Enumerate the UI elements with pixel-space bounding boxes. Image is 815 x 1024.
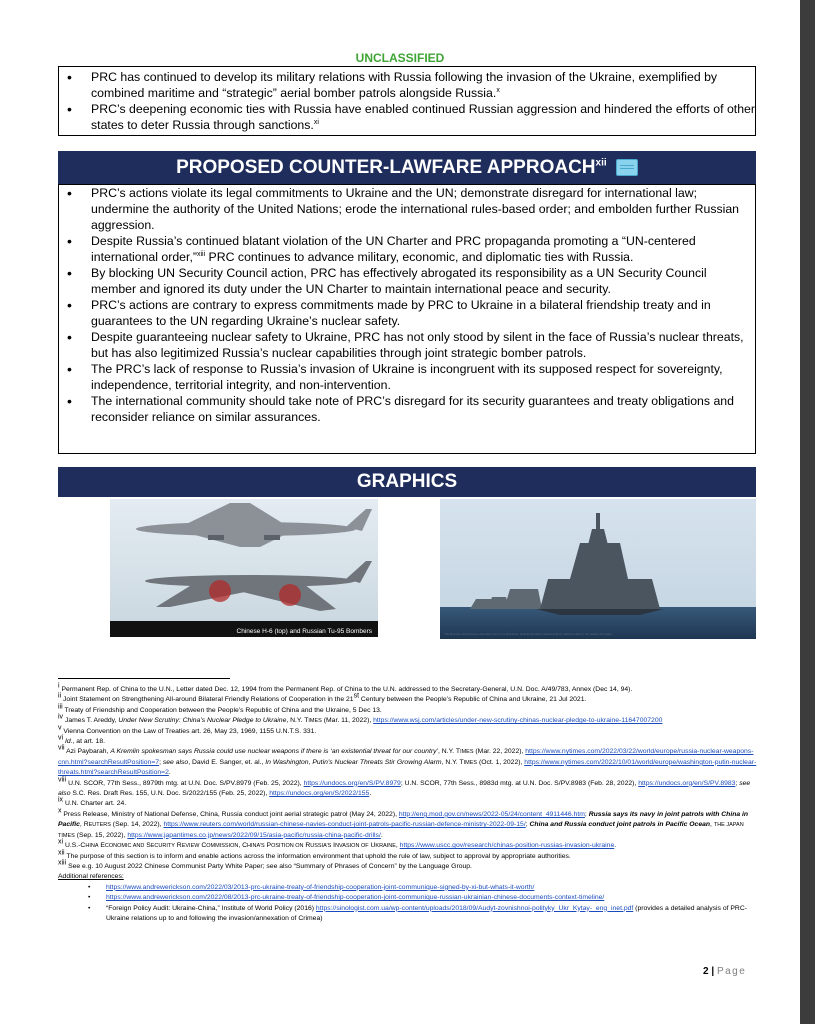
footnote: $^i$ Permanent Rep. of China to the U.N., Letter dated Dec. 12, 1994 from the Permanent Rep. of China to the U.N. addressed to the Secretary-General, U.N. Doc. A/49/783, Annex (Dec 14, 94). — [58, 682, 633, 693]
footnote: $^x$ Press Release, Ministry of National Defense, China, Russia conduct joint aerial strategic patrol (May 24, 2022), http://eng.mod.gov.cn/news/2022-05/24/content_4911446.htm; Russia says its navy in joint patrols with China in Pacific, REUTERS (Sep. 14, 2022), https://www.reuters.com/world/russian-chinese-navies-conduct-joint-patrols-pacific-russian-defence-ministry-2022-09-15/; China and Russia conduct joint patrols in Pacific Ocean, THE JAPAN TIMES (Sep. 15, 2022), https://www.japantimes.co.jp/news/2022/09/15/asia-pacific/russia-china-pacific-drills/. — [58, 807, 749, 839]
footnote: $^{xi}$ U.S.-CHINA ECONOMIC AND SECURITY REVIEW COMMISSION, CHINA’S POSITION ON RUSSIA’S INVASION OF UKRAINE, https://www.uscc.gov/research/chinas-position-russias-invasion-ukraine. — [58, 838, 617, 850]
approach-bullet: • The PRC’s lack of response to Russia’s invasion of Ukraine is incongruent with its supposed respect for sovereignty, independence, territorial integrity, and non-intervention. — [59, 361, 755, 393]
bombers-illustration — [110, 499, 378, 637]
footnote-separator — [58, 678, 230, 679]
approach-heading: PROPOSED COUNTER-LAWFARE APPROACH$^{xii}$ — [58, 151, 756, 184]
footnote: $^{vi}$ Id., at art. 18. — [58, 734, 106, 746]
approach-bullet: • The international community should take note of PRC’s disregard for its security guarantees and treaty obligations and reconsider reliance on similar assurances. — [59, 393, 755, 425]
intro-bullet: • PRC’s deepening economic ties with Russia have enabled continued Russian aggression and hindered the efforts of other states to deter Russia through sanctions.$^{xi}$ — [59, 101, 755, 133]
footnote: $^{iii}$ Treaty of Friendship and Cooperation between the People’s Republic of China and the Ukraine, 5 Dec 13. — [58, 703, 382, 714]
warships-caption: The Russian and Chinese warships move in a practiced, tactical formation ahead of their maritime drills in the waters off Japan. — [444, 632, 613, 636]
footnote-link[interactable]: https://undocs.org/en/S/2022/155 — [269, 790, 370, 798]
approach-bullet: • By blocking UN Security Council action, PRC has effectively abrogated its responsibility as a UN Security Council member and ignored its duty under the UN Charter to maintain international peace and security. — [59, 265, 755, 297]
footnote: $^{viii}$ U.N. SCOR, 77th Sess., 8979th mtg. at U.N. Doc. S/PV.8979 (Feb. 25, 2022), https://undocs.org/en/S/PV.8979; U.N. SCOR, 77th Sess., 8983d mtg. at U.N. Doc. S/PV.8983 (Feb. 28, 2022), https://undocs.org/en/S/PV.8983; see also S.C. Res. Draft Res. 155, U.N. Doc. S/2022/155 (Feb. 25, 2022), https://undocs.org/en/S/2022/155. — [58, 776, 751, 798]
footnote-link[interactable]: https://undocs.org/en/S/PV.8983 — [638, 779, 736, 787]
footnote-link[interactable]: https://www.uscc.gov/research/chinas-position-russias-invasion-ukraine — [399, 842, 615, 850]
intro-bullets-box — [58, 66, 756, 136]
approach-bullets-box — [58, 184, 756, 454]
footnote-link[interactable]: http://eng.mod.gov.cn/news/2022-05/24/content_4911446.htm — [398, 810, 585, 818]
footnote: $^{ix}$ U.N. Charter art. 24. — [58, 797, 127, 808]
footnote: $^{iv}$ James T. Areddy, Under New Scrutiny: China’s Nuclear Pledge to Ukraine, N.Y. TIMES (Mar. 11, 2022), https://www.wsj.com/articles/under-new-scrutiny-chinas-nuclear-pledge-to-ukraine-11647007200 — [58, 713, 663, 725]
approach-bullet: • PRC’s actions violate its legal commitments to Ukraine and the UN; demonstrate disregard for international law; undermine the authority of the United Nations; erode the international rules-based order; and embolden further Russian aggression. — [59, 185, 755, 233]
intro-bullet: • PRC has continued to develop its military relations with Russia following the invasion of the Ukraine, exemplified by combined maritime and “strategic” aerial bomber patrols alongside Russia.$^x$ — [59, 69, 755, 101]
footnote: $^{ii}$ Joint Statement on Strengthening All-around Bilateral Friendly Relations of Cooperation in the 21st Century between the People’s Republic of China and Ukraine, 21 Jul 2021. — [58, 693, 587, 704]
approach-bullet: • PRC’s actions are contrary to express commitments made by PRC to Ukraine in a bilateral friendship treaty and in guarantees to the UN regarding Ukraine’s nuclear safety. — [59, 297, 755, 329]
warships-photo — [440, 499, 756, 639]
reference-link[interactable]: https://www.andrewerickson.com/2022/03/2013-prc-ukraine-treaty-of-friendship-cooperation-joint-communique-signed-by-xi-but-whats-it-worth/ — [106, 883, 535, 891]
viewer-background-strip — [800, 0, 815, 1024]
reference-item — [58, 893, 758, 903]
additional-references-list — [58, 883, 758, 925]
footnote: $^{xii}$ The purpose of this section is to inform and enable actions across the information environment that uphold the rule of law, subject to approval by appropriate authorities. — [58, 849, 571, 860]
reference-link[interactable]: https://sinologist.com.ua/wp-content/uploads/2018/09/Audyt-zovnishnoi-polityky_Ukr_Kytay-_eng_inet.pdf — [315, 904, 634, 912]
footnote-link[interactable]: https://undocs.org/en/S/PV.8979 — [303, 779, 401, 787]
speech-bubble-icon[interactable] — [616, 159, 638, 176]
footnote-link[interactable]: https://www.wsj.com/articles/under-new-scrutiny-chinas-nuclear-pledge-to-ukraine-11647007200 — [373, 717, 663, 725]
footnote: $^{vii}$ Azi Paybarah, A Kremlin spokesman says Russia could use nuclear weapons if there is ‘an existential threat for our country’, N.Y. TIMES (Mar. 22, 2022), https://www.nytimes.com/2022/03/22/world/europe/russia-nuclear-weapons-cnn.html?searchResultPosition=7; see also, David E. Sanger, et. al., In Washington, Putin’s Nuclear Threats Stir Growing Alarm, N.Y. TIMES (Oct. 1, 2022), https://www.nytimes.com/2022/10/01/world/europe/washington-putin-nuclear-threats.html?searchResultPosition=2. — [58, 745, 757, 777]
classification-marking: UNCLASSIFIED — [355, 51, 445, 65]
footnote-link[interactable]: https://www.nytimes.com/2022/03/22/world/europe/russia-nuclear-weapons-cnn.html?searchResultPosition=7 — [58, 748, 754, 766]
footnotes — [58, 682, 758, 924]
footnote-link[interactable]: https://www.nytimes.com/2022/10/01/world/europe/washington-putin-nuclear-threats.html?searchResultPosition=2 — [58, 758, 757, 777]
approach-bullet: • Despite guaranteeing nuclear safety to Ukraine, PRC has not only stood by silent in the face of Russia’s nuclear threats, but has also legitimized Russia’s nuclear capabilities through joint strategic bomber patrols. — [59, 329, 755, 361]
page-number: 2 | Page — [703, 966, 747, 977]
footnote-link[interactable]: https://www.reuters.com/world/russian-chinese-navies-conduct-joint-patrols-pacific-russian-defence-ministry-2022-09-15/ — [163, 821, 526, 829]
footnote: $^{xiii}$ See e.g. 10 August 2022 Chinese Communist Party White Paper; see also “Summary of Phrases of Concern” by the Language Group. — [58, 859, 472, 870]
warships-illustration — [440, 499, 756, 639]
bombers-photo — [110, 499, 378, 637]
reference-item — [58, 883, 758, 893]
graphics-heading: GRAPHICS — [58, 467, 756, 497]
bombers-caption: Chinese H-6 (top) and Russian Tu-95 Bombers — [236, 628, 372, 635]
additional-references-label: Additional references: — [58, 873, 124, 881]
approach-bullet: • Despite Russia’s continued blatant violation of the UN Charter and PRC propaganda promoting a “UN-centered international order,”$^{xiii}$ PRC continues to advance military, economic, and diplomatic ties with Russia. — [59, 233, 755, 265]
reference-link[interactable]: https://www.andrewerickson.com/2022/08/2013-prc-ukraine-treaty-of-friendship-cooperation-joint-communique-russian-ukrainian-chinese-documents-context-timeline/ — [106, 894, 605, 902]
reference-item: • “Foreign Policy Audit: Ukraine-China,” Institute of World Policy (2016) https://sinologist.com.ua/wp-content/uploads/2018/09/Audyt-zovnishnoi-polityky_Ukr_Kytay-_eng_inet.pdf (provides a detailed analysis of PRC-Ukraine relations up to and following the invasion/annexation of Crimea) — [58, 904, 758, 925]
footnote: $^v$ Vienna Convention on the Law of Treaties art. 26, May 23, 1969, 1155 U.N.T.S. 331. — [58, 724, 317, 735]
footnote-link[interactable]: https://www.japantimes.co.jp/news/2022/09/15/asia-pacific/russia-china-pacific-drills/ — [127, 831, 381, 839]
